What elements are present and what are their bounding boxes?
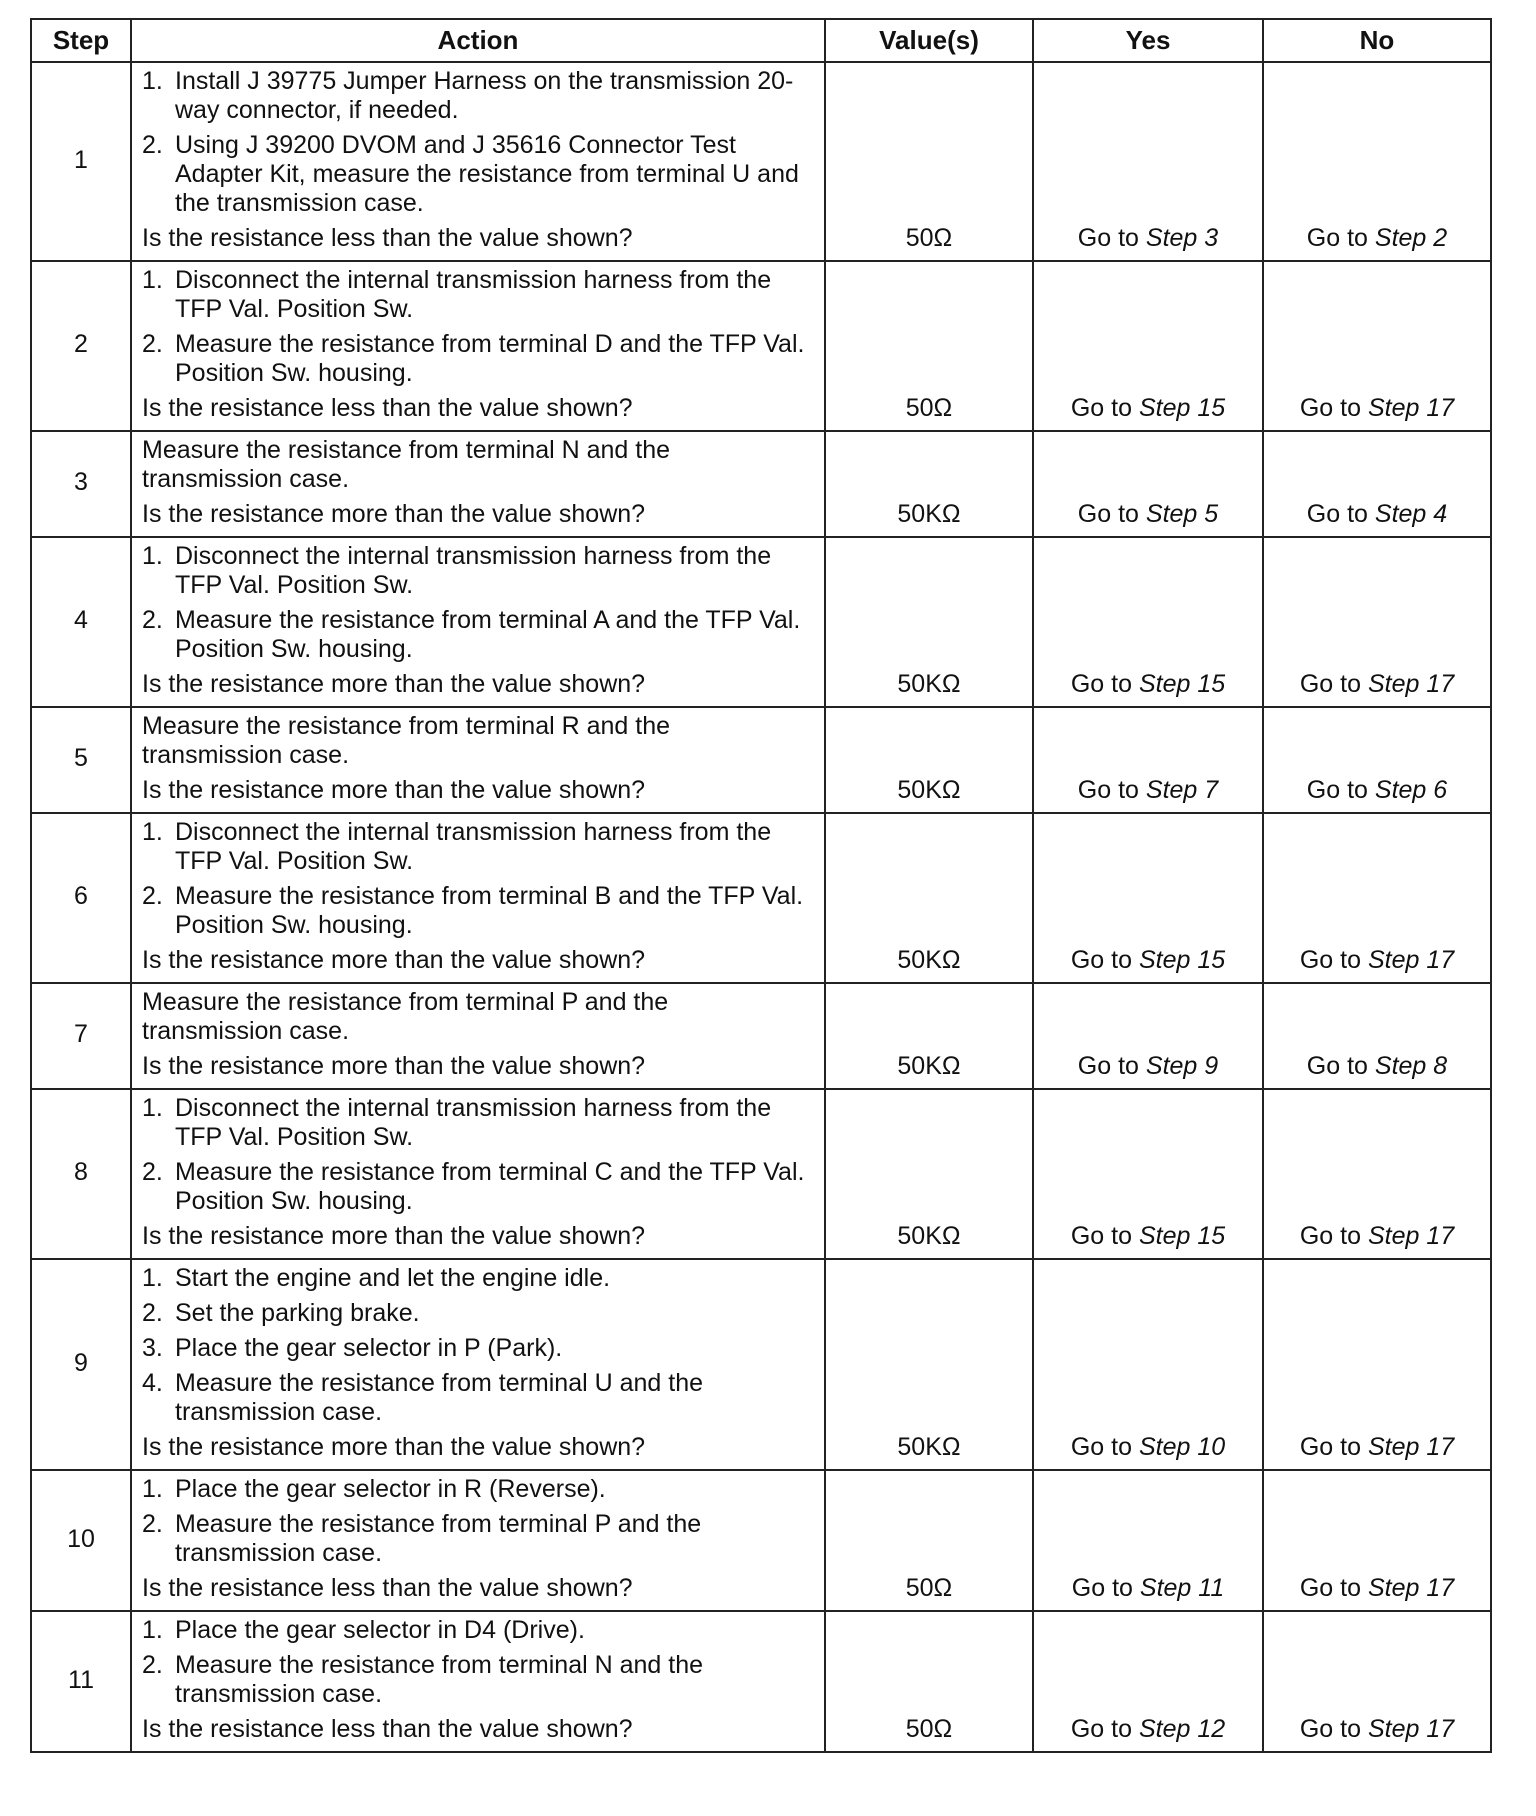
goto-prefix: Go to: [1070, 670, 1132, 698]
goto-prefix: Go to: [1077, 776, 1139, 804]
goto-prefix: Go to: [1299, 394, 1361, 422]
yes-cell: [1033, 1089, 1263, 1259]
action-step-number: 1.: [142, 1475, 163, 1503]
action-intro: Measure the resistance from terminal P and the transmission case.: [142, 988, 669, 1045]
table-row: [31, 537, 1491, 707]
action-step-text: Install J 39775 Jumper Harness on the transmission 20-way connector, if needed.: [175, 67, 794, 124]
action-question: Is the resistance less than the value shown?: [142, 1574, 633, 1602]
no-step-link: Step 6: [1374, 776, 1448, 804]
step-number: 9: [31, 1259, 131, 1470]
action-steps: [142, 1264, 814, 1427]
action-step-text: Using J 39200 DVOM and J 35616 Connector Test Adapter Kit, measure the resistance from terminal U and the transmission case.: [175, 131, 799, 217]
action-step-number: 1.: [142, 1616, 163, 1644]
action-step-number: 2.: [142, 1299, 163, 1327]
step-number: 5: [31, 707, 131, 813]
no-cell: [1263, 1611, 1491, 1752]
no-step-link: Step 17: [1367, 1433, 1455, 1461]
table-header: [31, 19, 1491, 62]
yes-step-link: Step 5: [1145, 500, 1219, 528]
table-row: [31, 1259, 1491, 1470]
no-cell: [1263, 813, 1491, 983]
no-cell: [1263, 983, 1491, 1089]
no-cell: [1263, 431, 1491, 537]
action-cell: [131, 431, 825, 537]
yes-cell: [1033, 1470, 1263, 1611]
action-cell: [131, 983, 825, 1089]
action-question: Is the resistance more than the value shown?: [142, 500, 646, 528]
action-step-item: [142, 1475, 814, 1504]
yes-cell: [1033, 261, 1263, 431]
action-step-item: [142, 1651, 814, 1709]
goto-prefix: Go to: [1070, 946, 1132, 974]
goto-prefix: Go to: [1299, 1222, 1361, 1250]
yes-step-link: Step 7: [1145, 776, 1219, 804]
yes-cell: [1033, 1259, 1263, 1470]
action-step-item: [142, 131, 814, 218]
action-question: Is the resistance less than the value shown?: [142, 394, 633, 422]
yes-step-link: Step 15: [1138, 394, 1226, 422]
table-row: [31, 1089, 1491, 1259]
action-cell: [131, 261, 825, 431]
action-step-text: Disconnect the internal transmission harness from the TFP Val. Position Sw.: [175, 818, 772, 875]
no-step-link: Step 8: [1374, 1052, 1448, 1080]
action-steps: [142, 818, 814, 940]
action-step-item: [142, 542, 814, 600]
action-step-text: Start the engine and let the engine idle.: [175, 1264, 611, 1292]
step-number: 10: [31, 1470, 131, 1611]
action-step-text: Measure the resistance from terminal C and the TFP Val. Position Sw. housing.: [175, 1158, 805, 1215]
action-step-item: [142, 818, 814, 876]
action-question: Is the resistance more than the value shown?: [142, 946, 646, 974]
action-step-item: [142, 1264, 814, 1293]
value-cell: 50KΩ: [825, 1089, 1033, 1259]
action-cell: [131, 1611, 825, 1752]
step-number: 11: [31, 1611, 131, 1752]
action-step-item: [142, 266, 814, 324]
action-step-number: 2.: [142, 330, 163, 358]
action-steps: [142, 67, 814, 218]
action-step-number: 2.: [142, 1510, 163, 1538]
table-row: [31, 431, 1491, 537]
value-cell: 50KΩ: [825, 1259, 1033, 1470]
step-number: 7: [31, 983, 131, 1089]
yes-cell: [1033, 537, 1263, 707]
goto-prefix: Go to: [1306, 1052, 1368, 1080]
action-step-number: 2.: [142, 131, 163, 159]
header-row: [31, 19, 1491, 62]
no-cell: [1263, 1089, 1491, 1259]
yes-step-link: Step 3: [1145, 224, 1219, 252]
diagnostic-page: [30, 18, 1490, 1753]
goto-prefix: Go to: [1299, 946, 1361, 974]
action-cell: [131, 1259, 825, 1470]
header-values: Value(s): [825, 19, 1033, 62]
yes-step-link: Step 11: [1139, 1574, 1225, 1602]
action-step-text: Measure the resistance from terminal P and the transmission case.: [175, 1510, 702, 1567]
header-no: No: [1263, 19, 1491, 62]
action-step-number: 2.: [142, 606, 163, 634]
action-step-number: 2.: [142, 882, 163, 910]
goto-prefix: Go to: [1306, 500, 1368, 528]
action-step-item: [142, 1158, 814, 1216]
action-steps: [142, 1475, 814, 1568]
step-number: 6: [31, 813, 131, 983]
action-step-text: Place the gear selector in R (Reverse).: [175, 1475, 606, 1503]
yes-cell: [1033, 707, 1263, 813]
header-step: Step: [31, 19, 131, 62]
goto-prefix: Go to: [1070, 1222, 1132, 1250]
action-step-item: [142, 1369, 814, 1427]
goto-prefix: Go to: [1077, 224, 1139, 252]
action-question: Is the resistance more than the value shown?: [142, 1052, 646, 1080]
no-cell: [1263, 537, 1491, 707]
no-cell: [1263, 1259, 1491, 1470]
goto-prefix: Go to: [1306, 224, 1368, 252]
table-row: [31, 983, 1491, 1089]
action-step-text: Disconnect the internal transmission harness from the TFP Val. Position Sw.: [175, 1094, 772, 1151]
action-cell: [131, 1470, 825, 1611]
action-step-item: [142, 1510, 814, 1568]
action-steps: [142, 1616, 814, 1709]
no-step-link: Step 17: [1367, 946, 1455, 974]
diagnostic-table: [30, 18, 1492, 1753]
step-number: 2: [31, 261, 131, 431]
action-question: Is the resistance less than the value shown?: [142, 1715, 633, 1743]
value-cell: 50KΩ: [825, 431, 1033, 537]
table-row: [31, 1470, 1491, 1611]
value-cell: 50Ω: [825, 261, 1033, 431]
no-step-link: Step 17: [1367, 1715, 1455, 1743]
value-cell: 50KΩ: [825, 813, 1033, 983]
value-cell: 50Ω: [825, 1470, 1033, 1611]
no-step-link: Step 17: [1367, 1222, 1455, 1250]
goto-prefix: Go to: [1299, 1574, 1361, 1602]
step-number: 8: [31, 1089, 131, 1259]
action-step-text: Disconnect the internal transmission harness from the TFP Val. Position Sw.: [175, 542, 772, 599]
no-step-link: Step 4: [1374, 500, 1448, 528]
action-step-number: 1.: [142, 1094, 163, 1122]
goto-prefix: Go to: [1299, 1715, 1361, 1743]
action-step-item: [142, 1616, 814, 1645]
action-step-text: Measure the resistance from terminal D and the TFP Val. Position Sw. housing.: [175, 330, 805, 387]
action-question: Is the resistance more than the value shown?: [142, 670, 646, 698]
action-question: Is the resistance more than the value shown?: [142, 1433, 646, 1461]
value-cell: 50KΩ: [825, 537, 1033, 707]
no-cell: [1263, 62, 1491, 261]
action-step-text: Measure the resistance from terminal B and the TFP Val. Position Sw. housing.: [175, 882, 804, 939]
yes-step-link: Step 15: [1138, 670, 1226, 698]
yes-cell: [1033, 431, 1263, 537]
action-step-text: Place the gear selector in P (Park).: [175, 1334, 563, 1362]
no-cell: [1263, 707, 1491, 813]
yes-step-link: Step 9: [1145, 1052, 1219, 1080]
value-cell: 50KΩ: [825, 707, 1033, 813]
goto-prefix: Go to: [1306, 776, 1368, 804]
yes-step-link: Step 12: [1138, 1715, 1226, 1743]
action-step-number: 2.: [142, 1158, 163, 1186]
action-steps: [142, 1094, 814, 1216]
table-row: [31, 62, 1491, 261]
action-step-number: 1.: [142, 818, 163, 846]
action-steps: [142, 542, 814, 664]
goto-prefix: Go to: [1070, 1715, 1132, 1743]
no-cell: [1263, 261, 1491, 431]
action-step-number: 1.: [142, 67, 163, 95]
no-cell: [1263, 1470, 1491, 1611]
goto-prefix: Go to: [1070, 1433, 1132, 1461]
action-step-number: 3.: [142, 1334, 163, 1362]
goto-prefix: Go to: [1299, 1433, 1361, 1461]
no-step-link: Step 17: [1367, 1574, 1455, 1602]
no-step-link: Step 17: [1367, 394, 1455, 422]
step-number: 1: [31, 62, 131, 261]
step-number: 3: [31, 431, 131, 537]
action-step-item: [142, 882, 814, 940]
action-question: Is the resistance more than the value shown?: [142, 776, 646, 804]
action-step-item: [142, 1299, 814, 1328]
yes-step-link: Step 10: [1138, 1433, 1226, 1461]
action-step-text: Measure the resistance from terminal A and the TFP Val. Position Sw. housing.: [175, 606, 801, 663]
goto-prefix: Go to: [1071, 1574, 1133, 1602]
value-cell: 50Ω: [825, 62, 1033, 261]
yes-cell: [1033, 983, 1263, 1089]
table-row: [31, 707, 1491, 813]
header-yes: Yes: [1033, 19, 1263, 62]
action-step-number: 1.: [142, 266, 163, 294]
value-cell: 50KΩ: [825, 983, 1033, 1089]
goto-prefix: Go to: [1299, 670, 1361, 698]
action-step-item: [142, 1334, 814, 1363]
yes-cell: [1033, 62, 1263, 261]
action-question: Is the resistance more than the value shown?: [142, 1222, 646, 1250]
no-step-link: Step 17: [1367, 670, 1455, 698]
goto-prefix: Go to: [1070, 394, 1132, 422]
yes-step-link: Step 15: [1138, 1222, 1226, 1250]
yes-cell: [1033, 813, 1263, 983]
action-step-text: Measure the resistance from terminal N and the transmission case.: [175, 1651, 704, 1708]
action-question: Is the resistance less than the value shown?: [142, 224, 633, 252]
table-row: [31, 1611, 1491, 1752]
no-step-link: Step 2: [1374, 224, 1448, 252]
action-step-item: [142, 330, 814, 388]
table-row: [31, 813, 1491, 983]
action-step-text: Disconnect the internal transmission harness from the TFP Val. Position Sw.: [175, 266, 772, 323]
action-cell: [131, 537, 825, 707]
action-step-item: [142, 606, 814, 664]
table-row: [31, 261, 1491, 431]
action-step-number: 1.: [142, 542, 163, 570]
action-cell: [131, 813, 825, 983]
action-intro: Measure the resistance from terminal N and the transmission case.: [142, 436, 671, 493]
action-cell: [131, 707, 825, 813]
value-cell: 50Ω: [825, 1611, 1033, 1752]
action-step-number: 4.: [142, 1369, 163, 1397]
yes-step-link: Step 15: [1138, 946, 1226, 974]
action-step-item: [142, 1094, 814, 1152]
goto-prefix: Go to: [1077, 500, 1139, 528]
yes-cell: [1033, 1611, 1263, 1752]
action-steps: [142, 266, 814, 388]
action-cell: [131, 62, 825, 261]
action-intro: Measure the resistance from terminal R and the transmission case.: [142, 712, 671, 769]
action-cell: [131, 1089, 825, 1259]
action-step-text: Place the gear selector in D4 (Drive).: [175, 1616, 585, 1644]
goto-prefix: Go to: [1077, 1052, 1139, 1080]
action-step-text: Measure the resistance from terminal U and the transmission case.: [175, 1369, 704, 1426]
action-step-item: [142, 67, 814, 125]
action-step-number: 2.: [142, 1651, 163, 1679]
action-step-number: 1.: [142, 1264, 163, 1292]
table-body: [31, 62, 1491, 1752]
action-step-text: Set the parking brake.: [175, 1299, 420, 1327]
step-number: 4: [31, 537, 131, 707]
header-action: Action: [131, 19, 825, 62]
